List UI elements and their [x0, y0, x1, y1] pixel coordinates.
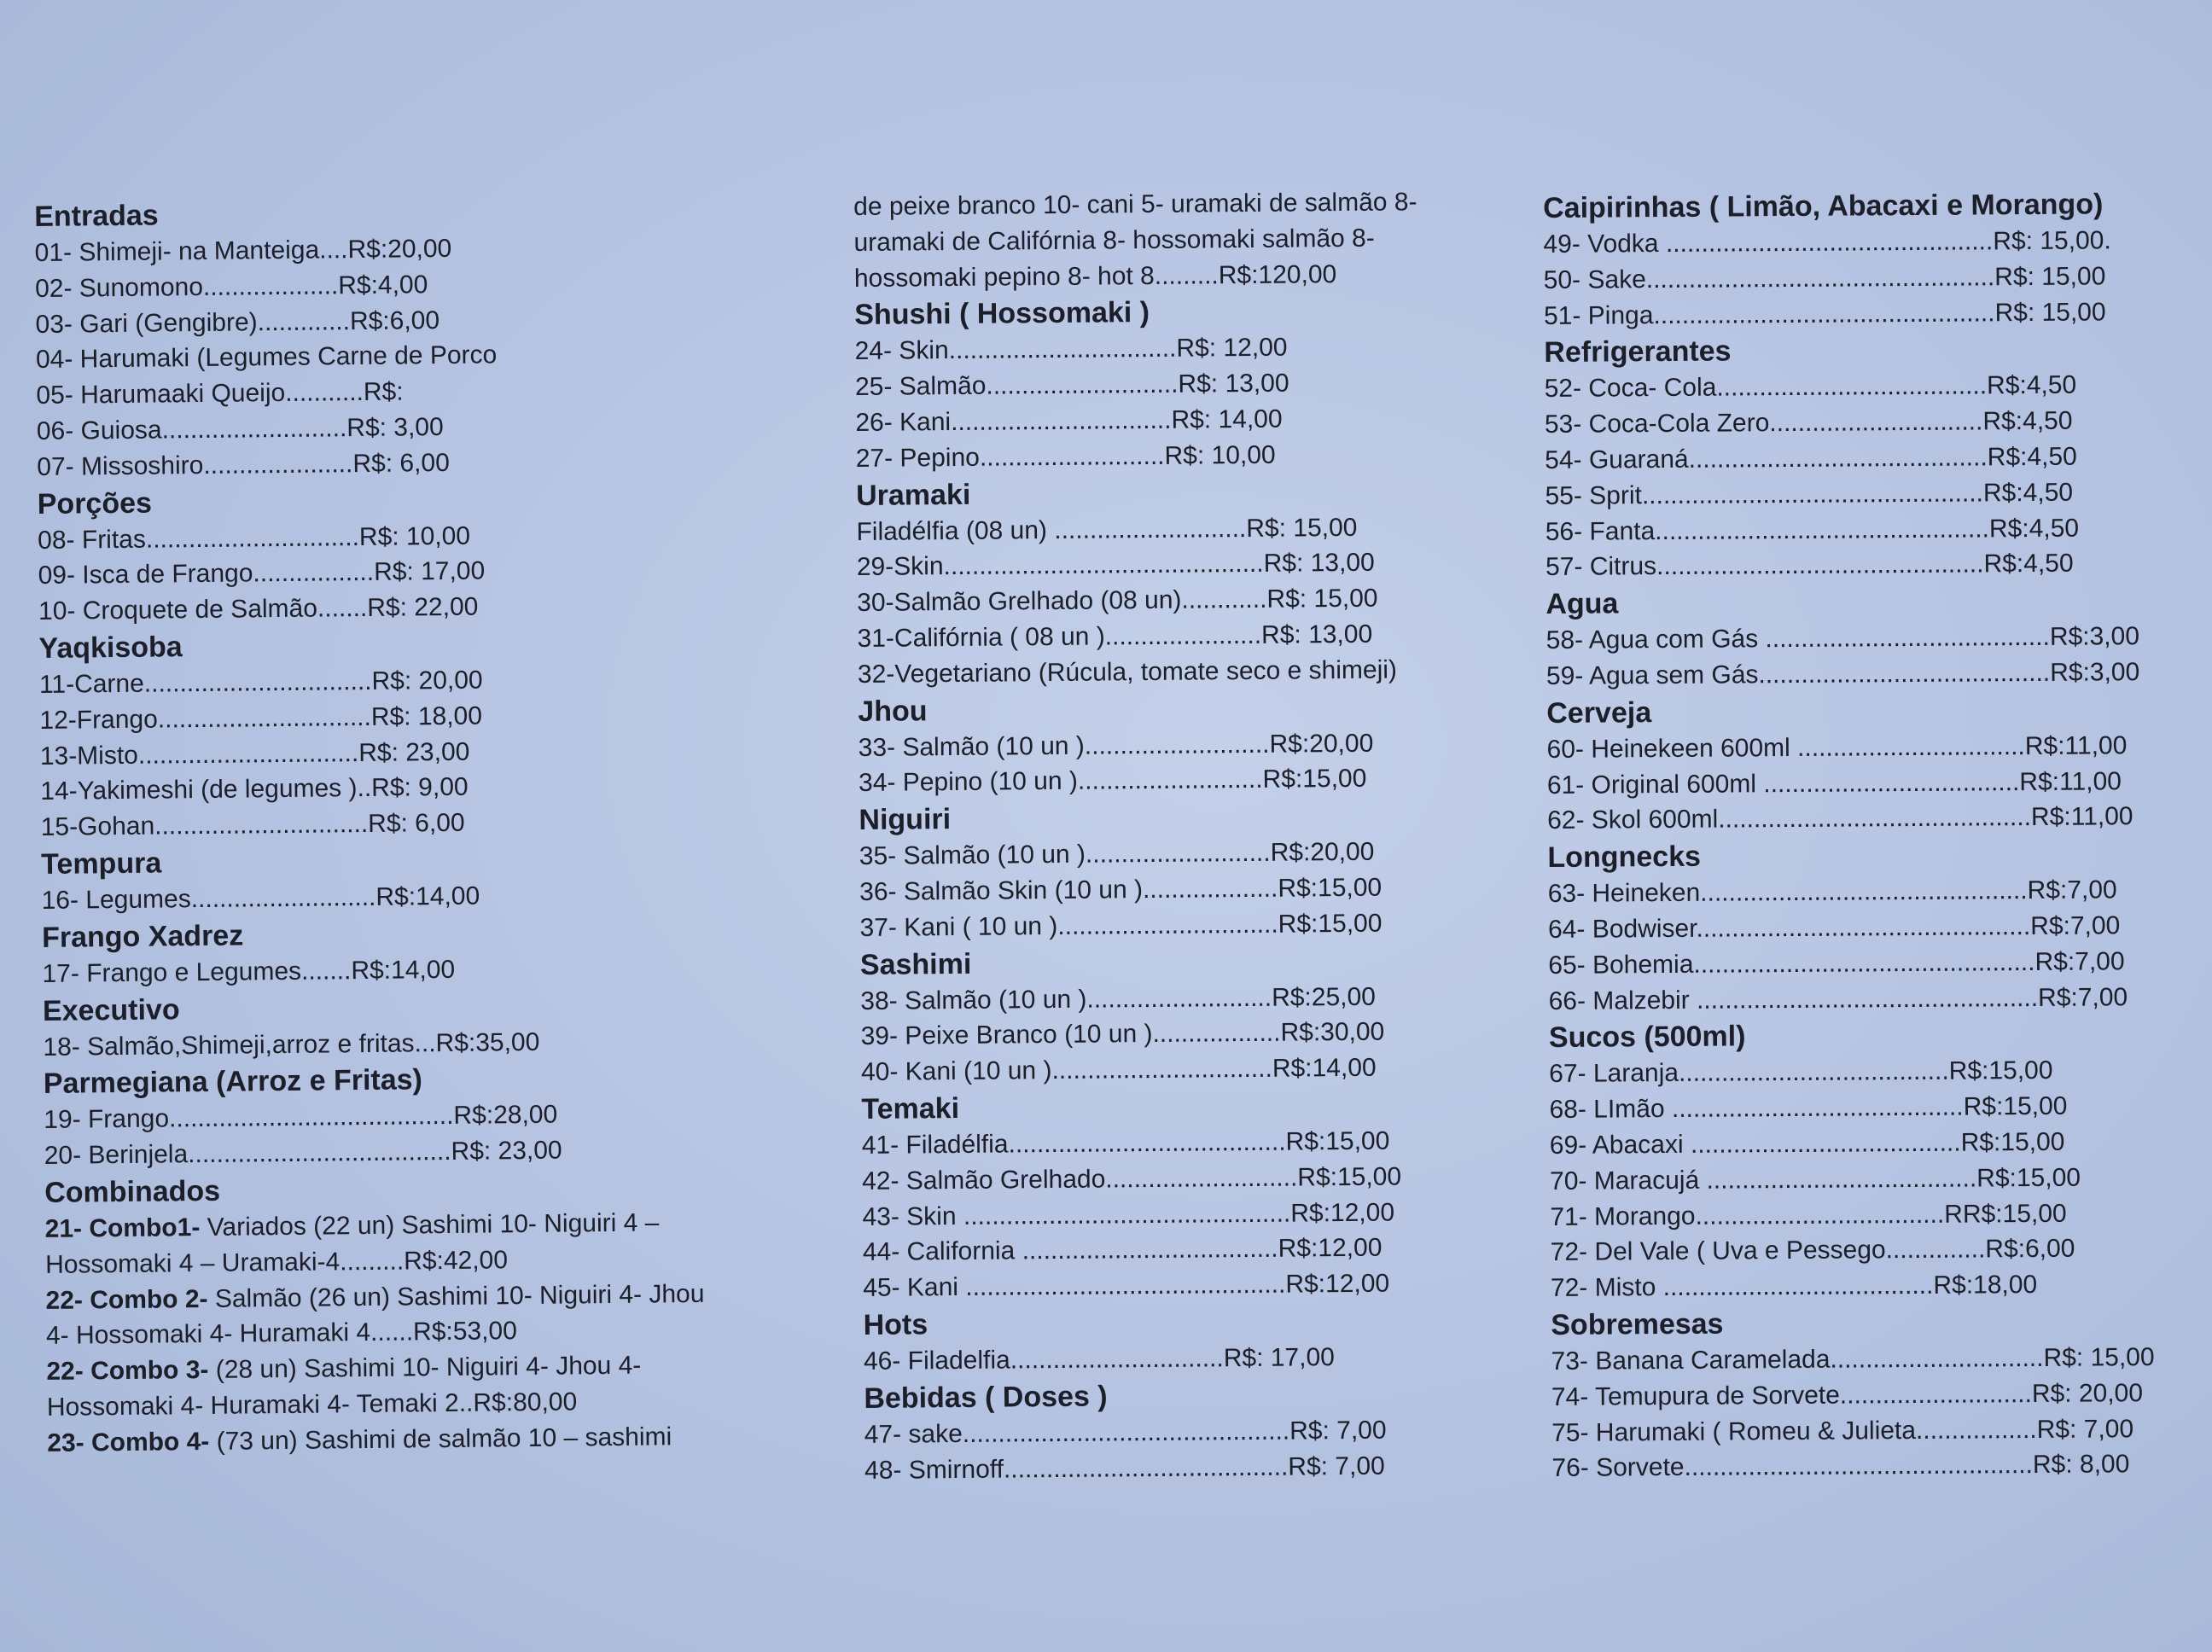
section-title-porcoes: Porções: [37, 486, 153, 521]
section-title-longnecks: Longnecks: [1547, 840, 1702, 875]
menu-item: 54- Guaraná..........................................R$:4,50: [1545, 442, 2077, 474]
menu-item: 40- Kani (10 un )...............................R$:14,00: [860, 1053, 1377, 1087]
menu-item: 11-Carne................................R$: 20,00: [38, 666, 483, 699]
menu-item: 39- Peixe Branco (10 un )..................R$:30,00: [860, 1017, 1385, 1051]
menu-item: 05- Harumaaki Queijo...........R$:: [36, 377, 404, 410]
menu-item: 41- Filadélfia.......................................R$:15,00: [861, 1126, 1390, 1160]
combo-continuation-line: de peixe branco 10- cani 5- uramaki de salmão 8-: [853, 188, 1417, 221]
menu-item: 61- Original 600ml ....................................R$:11,00: [1546, 766, 2122, 800]
menu-item: 36- Salmão Skin (10 un )...................R$:15,00: [859, 873, 1382, 906]
menu-item: 34- Pepino (10 un )..........................R$:15,00: [858, 765, 1367, 798]
section-title-yaqkisoba: Yaqkisoba: [38, 631, 183, 665]
menu-item: 56- Fanta...............................................R$:4,50: [1545, 514, 2080, 546]
combo-name: 22- Combo 2-: [45, 1284, 208, 1315]
combo-text: Variados (22 un) Sashimi 10- Niguiri 4 –: [200, 1208, 660, 1242]
menu-item: 27- Pepino..........................R$: 10,00: [855, 440, 1276, 473]
menu-item: 62- Skol 600ml............................................R$:11,00: [1547, 802, 2133, 835]
menu-item: 18- Salmão,Shimeji,arroz e fritas...R$:35,00: [43, 1027, 540, 1062]
section-title-sobremesas: Sobremesas: [1551, 1307, 1724, 1341]
section-title-uramaki: Uramaki: [855, 478, 971, 512]
menu-item: 37- Kani ( 10 un )...............................R$:15,00: [859, 909, 1382, 942]
menu-item: 07- Missoshiro.....................R$: 6,00: [37, 448, 450, 481]
menu-column-1: [34, 189, 832, 1461]
menu-item: 15-Gohan..............................R$: 6,00: [40, 808, 465, 842]
section-title-entradas: Entradas: [34, 199, 159, 233]
menu-item: 64- Bodwiser...............................................R$:7,00: [1547, 911, 2121, 944]
menu-item: 57- Citrus..............................................R$:4,50: [1545, 550, 2074, 582]
menu-item: 46- Filadelfia..............................R$: 17,00: [863, 1343, 1336, 1376]
menu-item: 51- Pinga................................................R$: 15,00: [1543, 297, 2106, 330]
combo-text: Hossomaki 4- Huramaki 4- Temaki 2..R$:80,00: [46, 1387, 578, 1422]
menu-item: 71- Morango...................................RR$:15,00: [1550, 1199, 2067, 1231]
menu-item: 53- Coca-Cola Zero..............................R$:4,50: [1544, 406, 2073, 439]
combo-text: (73 un) Sashimi de salmão 10 – sashimi: [209, 1422, 672, 1456]
combo-text: (28 un) Sashimi 10- Niguiri 4- Jhou 4-: [208, 1351, 642, 1385]
combo-line: [47, 1417, 832, 1461]
menu-item: 72- Misto ......................................R$:18,00: [1550, 1271, 2038, 1303]
section-title-niguiri: Niguiri: [859, 803, 952, 837]
menu-item: 63- Heineken..............................................R$:7,00: [1547, 875, 2117, 909]
menu-item: 25- Salmão...........................R$: 13,00: [854, 369, 1289, 402]
menu-item: 12-Frango..............................R$: 18,00: [39, 701, 483, 735]
menu-item: 59- Agua sem Gás.........................................R$:3,00: [1545, 658, 2140, 690]
section-title-shushi: Shushi ( Hossomaki ): [854, 296, 1150, 332]
menu-item: 17- Frango e Legumes.......R$:14,00: [42, 955, 456, 988]
section-title-jhou: Jhou: [858, 694, 928, 728]
combo-text: 4- Hossomaki 4- Huramaki 4......R$:53,00: [45, 1317, 518, 1351]
menu-item: 35- Salmão (10 un )..........................R$:20,00: [859, 837, 1375, 871]
menu-item: 76- Sorvete.................................................R$: 8,00: [1551, 1450, 2130, 1483]
menu-item: 30-Salmão Grelhado (08 un)............R$: 15,00: [857, 584, 1378, 618]
menu-item: 72- Del Vale ( Uva e Pessego..............R$:6,00: [1550, 1235, 2075, 1267]
combo-continuation-line: hossomaki pepino 8- hot 8.........R$:120,00: [853, 259, 1337, 293]
menu-item: 47- sake..............................................R$: 7,00: [864, 1416, 1387, 1449]
menu-item: 32-Vegetariano (Rúcula, tomate seco e shimeji): [857, 655, 1398, 689]
menu-item: 24- Skin................................R$: 12,00: [854, 333, 1288, 366]
menu-item: 38- Salmão (10 un )..........................R$:25,00: [860, 982, 1377, 1015]
section-title-caipirinhas: Caipirinhas ( Limão, Abacaxi e Morango): [1543, 188, 2104, 224]
menu-item: 43- Skin ..............................................R$:12,00: [862, 1198, 1395, 1231]
menu-item: 31-Califórnia ( 08 un )......................R$: 13,00: [857, 620, 1373, 653]
section-title-sucos: Sucos (500ml): [1548, 1020, 1746, 1055]
menu-item: 19- Frango........................................R$:28,00: [44, 1100, 558, 1135]
menu-item: 10- Croquete de Salmão.......R$: 22,00: [38, 592, 479, 626]
menu-item: 04- Harumaki (Legumes Carne de Porco: [35, 340, 498, 375]
menu-item: 26- Kani...............................R$: 14,00: [855, 404, 1283, 437]
menu-item: Filadélfia (08 un) ...........................R$: 15,00: [856, 513, 1358, 546]
menu-item: 13-Misto...............................R$: 23,00: [39, 737, 470, 771]
section-title-agua: Agua: [1545, 587, 1619, 621]
combo-name: 23- Combo 4-: [47, 1427, 210, 1457]
section-title-combinados: Combinados: [44, 1174, 221, 1209]
menu-item: 09- Isca de Frango.................R$: 17,00: [38, 556, 486, 590]
menu-item: 42- Salmão Grelhado...........................R$:15,00: [861, 1162, 1402, 1195]
menu-item: 75- Harumaki ( Romeu & Julieta.................R$: 7,00: [1551, 1414, 2134, 1447]
menu-column-2: [853, 184, 1479, 1489]
section-title-cerveja: Cerveja: [1546, 695, 1652, 730]
menu-item: 55- Sprit................................................R$:4,50: [1545, 478, 2074, 510]
combo-name: 22- Combo 3-: [46, 1356, 209, 1387]
menu-item: 49- Vodka ..............................................R$: 15,00.: [1543, 226, 2111, 259]
combo-text: Salmão (26 un) Sashimi 10- Niguiri 4- Jhou: [207, 1279, 705, 1313]
menu-item: 16- Legumes..........................R$:14,00: [41, 881, 480, 915]
section-title-bebidas: Bebidas ( Doses ): [864, 1380, 1108, 1415]
section-title-sashimi: Sashimi: [859, 947, 972, 981]
section-title-hots: Hots: [863, 1308, 928, 1341]
menu-item: 74- Temupura de Sorvete...........................R$: 20,00: [1551, 1378, 2144, 1411]
menu-item: 67- Laranja......................................R$:15,00: [1549, 1056, 2053, 1089]
combo-name: 21- Combo1-: [44, 1213, 201, 1243]
menu-item: 02- Sunomono...................R$:4,00: [34, 270, 428, 303]
menu-item: 70- Maracujá ......................................R$:15,00: [1549, 1163, 2081, 1195]
menu-item: 69- Abacaxi ......................................R$:15,00: [1549, 1127, 2065, 1160]
section-title-temaki: Temaki: [861, 1091, 960, 1126]
menu-item: 44- California ....................................R$:12,00: [862, 1233, 1382, 1267]
menu-item: 45- Kani .............................................R$:12,00: [863, 1269, 1390, 1303]
menu-item: 73- Banana Caramelada..............................R$: 15,00: [1551, 1342, 2155, 1376]
combo-text: Hossomaki 4 – Uramaki-4.........R$:42,00: [44, 1245, 509, 1279]
section-title-refrigerantes: Refrigerantes: [1544, 334, 1732, 369]
section-title-tempura: Tempura: [40, 846, 162, 881]
menu-item: 48- Smirnoff........................................R$: 7,00: [864, 1451, 1385, 1485]
menu-item: 20- Berinjela.....................................R$: 23,00: [44, 1136, 562, 1171]
menu-item: 06- Guiosa..........................R$: 3,00: [36, 412, 444, 445]
menu-item: 14-Yakimeshi (de legumes )..R$: 9,00: [40, 773, 469, 806]
menu-item: 58- Agua com Gás ........................................R$:3,00: [1545, 622, 2140, 655]
menu-item: 29-Skin.............................................R$: 13,00: [856, 549, 1375, 582]
menu-item: 03- Gari (Gengibre).............R$:6,00: [35, 305, 440, 339]
menu-item: 01- Shimeji- na Manteiga....R$:20,00: [34, 234, 452, 267]
section-title-executivo: Executivo: [42, 992, 180, 1027]
menu-column-3: [1543, 185, 2201, 1486]
combo-continuation-line: uramaki de Califórnia 8- hossomaki salmão 8-: [853, 224, 1375, 257]
menu-item: 60- Heinekeen 600ml ................................R$:11,00: [1546, 731, 2128, 764]
menu-item: 68- LImão .........................................R$:15,00: [1549, 1091, 2068, 1125]
section-title-frango-xadrez: Frango Xadrez: [41, 919, 244, 954]
menu-item: 08- Fritas..............................R$: 10,00: [38, 521, 471, 555]
menu-item: 65- Bohemia................................................R$:7,00: [1548, 947, 2125, 980]
menu-item: 50- Sake.................................................R$: 15,00: [1543, 262, 2106, 294]
menu-item: 52- Coca- Cola......................................R$:4,50: [1544, 371, 2077, 404]
menu-item: 33- Salmão (10 un )..........................R$:20,00: [858, 729, 1374, 762]
menu-item: 66- Malzebir ................................................R$:7,00: [1548, 982, 2128, 1015]
section-title-parmegiana: Parmegiana (Arroz e Fritas): [43, 1063, 423, 1101]
